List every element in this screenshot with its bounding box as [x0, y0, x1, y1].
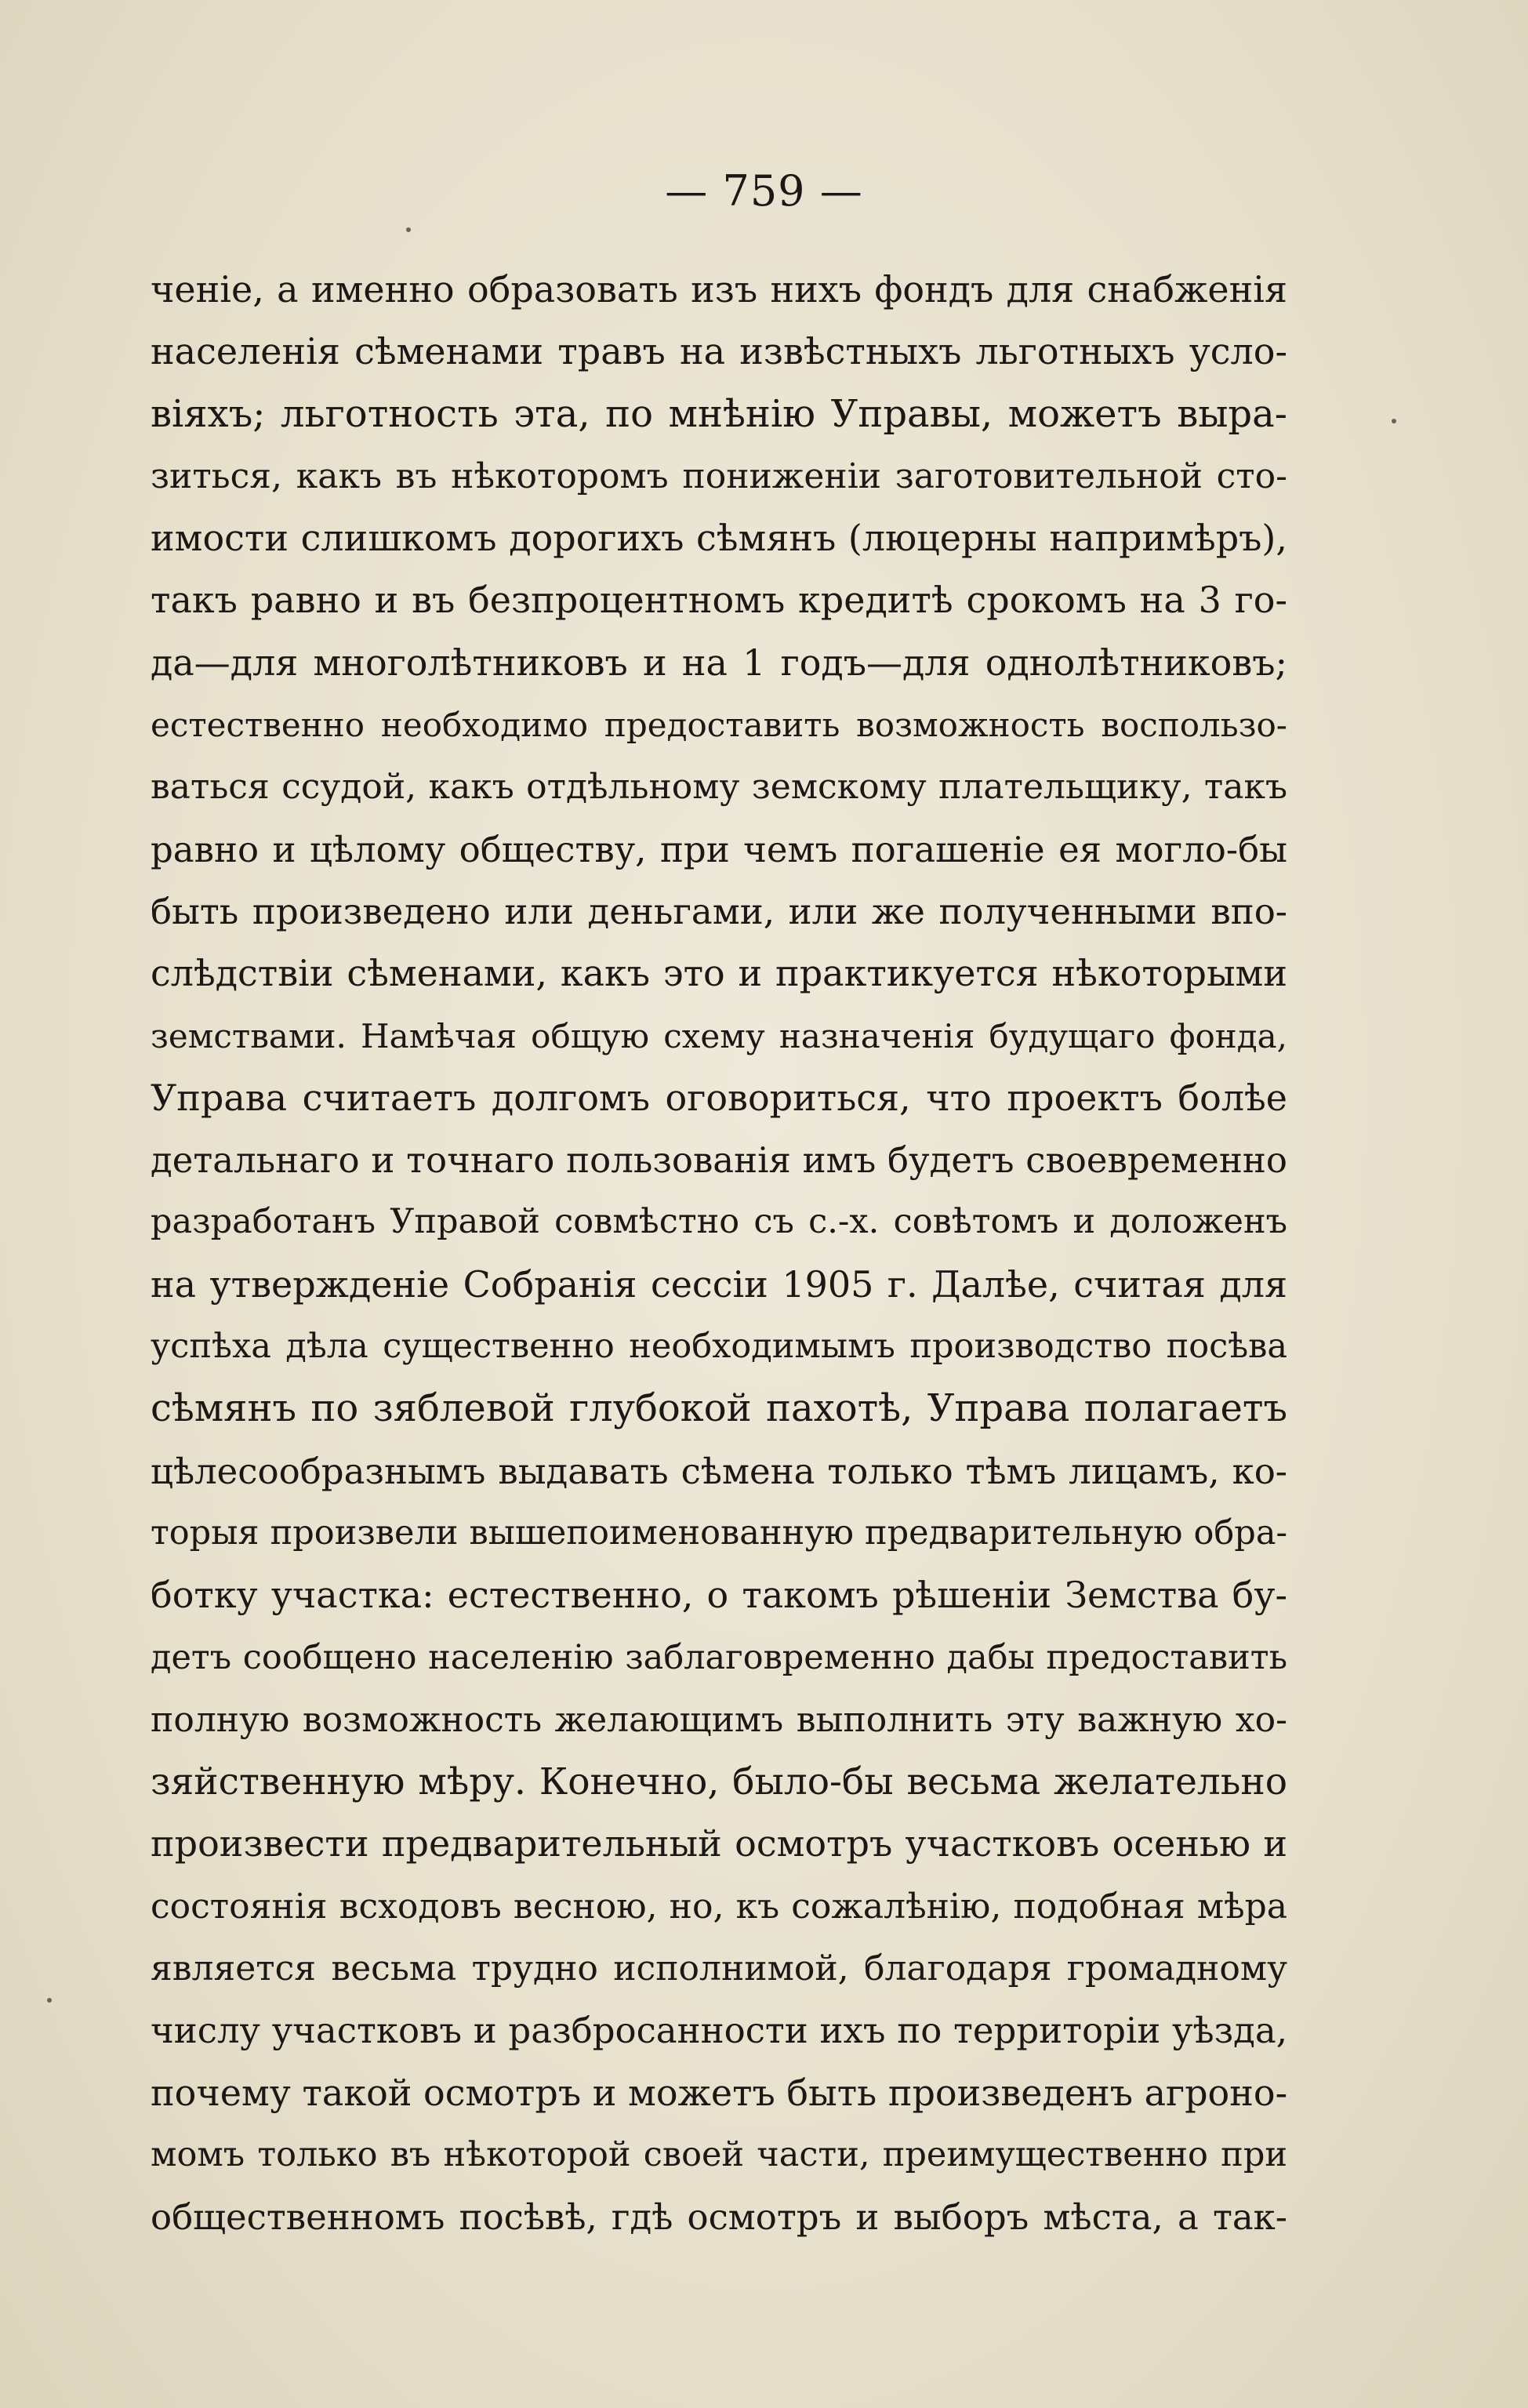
text-line: торыя произвели вышепоименованную предварительную обра-: [151, 1513, 1287, 1553]
print-speck: [1392, 419, 1396, 423]
text-line: слѣдствіи сѣменами, какъ это и практикуется нѣкоторыми: [151, 952, 1287, 995]
text-line: состоянія всходовъ весною, но, къ сожалѣнію, подобная мѣра: [151, 1886, 1287, 1927]
text-line: детальнаго и точнаго пользованія имъ будетъ своевременно: [151, 1139, 1287, 1182]
print-speck: [406, 227, 411, 232]
text-line: произвести предварительный осмотръ участковъ осенью и: [151, 1822, 1287, 1865]
text-line: момъ только въ нѣкоторой своей части, преимущественно при: [151, 2134, 1287, 2174]
text-line: такъ равно и въ безпроцентномъ кредитѣ срокомъ на 3 го-: [151, 579, 1287, 622]
text-line: имости слишкомъ дорогихъ сѣмянъ (люцерны напримѣръ),: [151, 517, 1287, 560]
print-speck: [47, 1998, 52, 2003]
text-line: Управа считаетъ долгомъ оговориться, что проектъ болѣе: [151, 1076, 1287, 1119]
text-line: детъ сообщено населенію заблаговременно дабы предоставить: [151, 1637, 1287, 1677]
text-line: ваться ссудой, какъ отдѣльному земскому плательщику, такъ: [151, 767, 1287, 808]
text-line: почему такой осмотръ и можетъ быть произведенъ агроно-: [151, 2071, 1287, 2114]
text-line: числу участковъ и разбросанности ихъ по территоріи уѣзда,: [151, 2010, 1287, 2052]
text-line: сѣмянъ по зяблевой глубокой пахотѣ, Управа полагаетъ: [151, 1386, 1287, 1431]
text-line: віяхъ; льготность эта, по мнѣнію Управы, можетъ выра-: [151, 391, 1287, 436]
page-number: — 759 —: [665, 166, 863, 216]
text-line: ченіе, а именно образовать изъ нихъ фондъ для снабженія: [151, 268, 1287, 311]
text-line: успѣха дѣла существенно необходимымъ производство посѣва: [151, 1327, 1287, 1367]
text-line: зиться, какъ въ нѣкоторомъ понижeніи заготовительной сто-: [151, 456, 1287, 496]
text-line: разработанъ Управой совмѣстно съ с.-х. совѣтомъ и доложенъ: [151, 1202, 1287, 1242]
text-line: ботку участка: естественно, о такомъ рѣшеніи Земства бу-: [151, 1574, 1287, 1617]
text-line: является весьма трудно исполнимой, благодаря громадному: [151, 1949, 1287, 1989]
text-line: естественно необходимо предоставить возможность воспользо-: [151, 706, 1287, 745]
text-line: на утвержденіе Собранія сессіи 1905 г. Далѣе, считая для: [151, 1262, 1287, 1306]
text-line: земствами. Намѣчая общую схему назначенія будущаго фонда,: [151, 1016, 1287, 1055]
text-line: населенія сѣменами травъ на извѣстныхъ льготныхъ усло-: [151, 330, 1287, 373]
text-line: полную возможность желающимъ выполнить эту важную хо-: [151, 1699, 1287, 1740]
text-line: общественномъ посѣвѣ, гдѣ осмотръ и выборъ мѣста, а так-: [151, 2196, 1287, 2239]
text-line: зяйственную мѣру. Конечно, было-бы весьма желательно: [151, 1760, 1287, 1804]
text-line: цѣлесообразнымъ выдавать сѣмена только тѣмъ лицамъ, ко-: [151, 1450, 1287, 1492]
text-line: да—для многолѣтниковъ и на 1 годъ—для однолѣтниковъ;: [151, 641, 1287, 684]
text-line: быть произведено или деньгами, или же полученными впо-: [151, 890, 1287, 932]
body-text: [151, 259, 1287, 2249]
text-line: равно и цѣлому обществу, при чемъ погашеніе ея могло-бы: [151, 828, 1287, 870]
